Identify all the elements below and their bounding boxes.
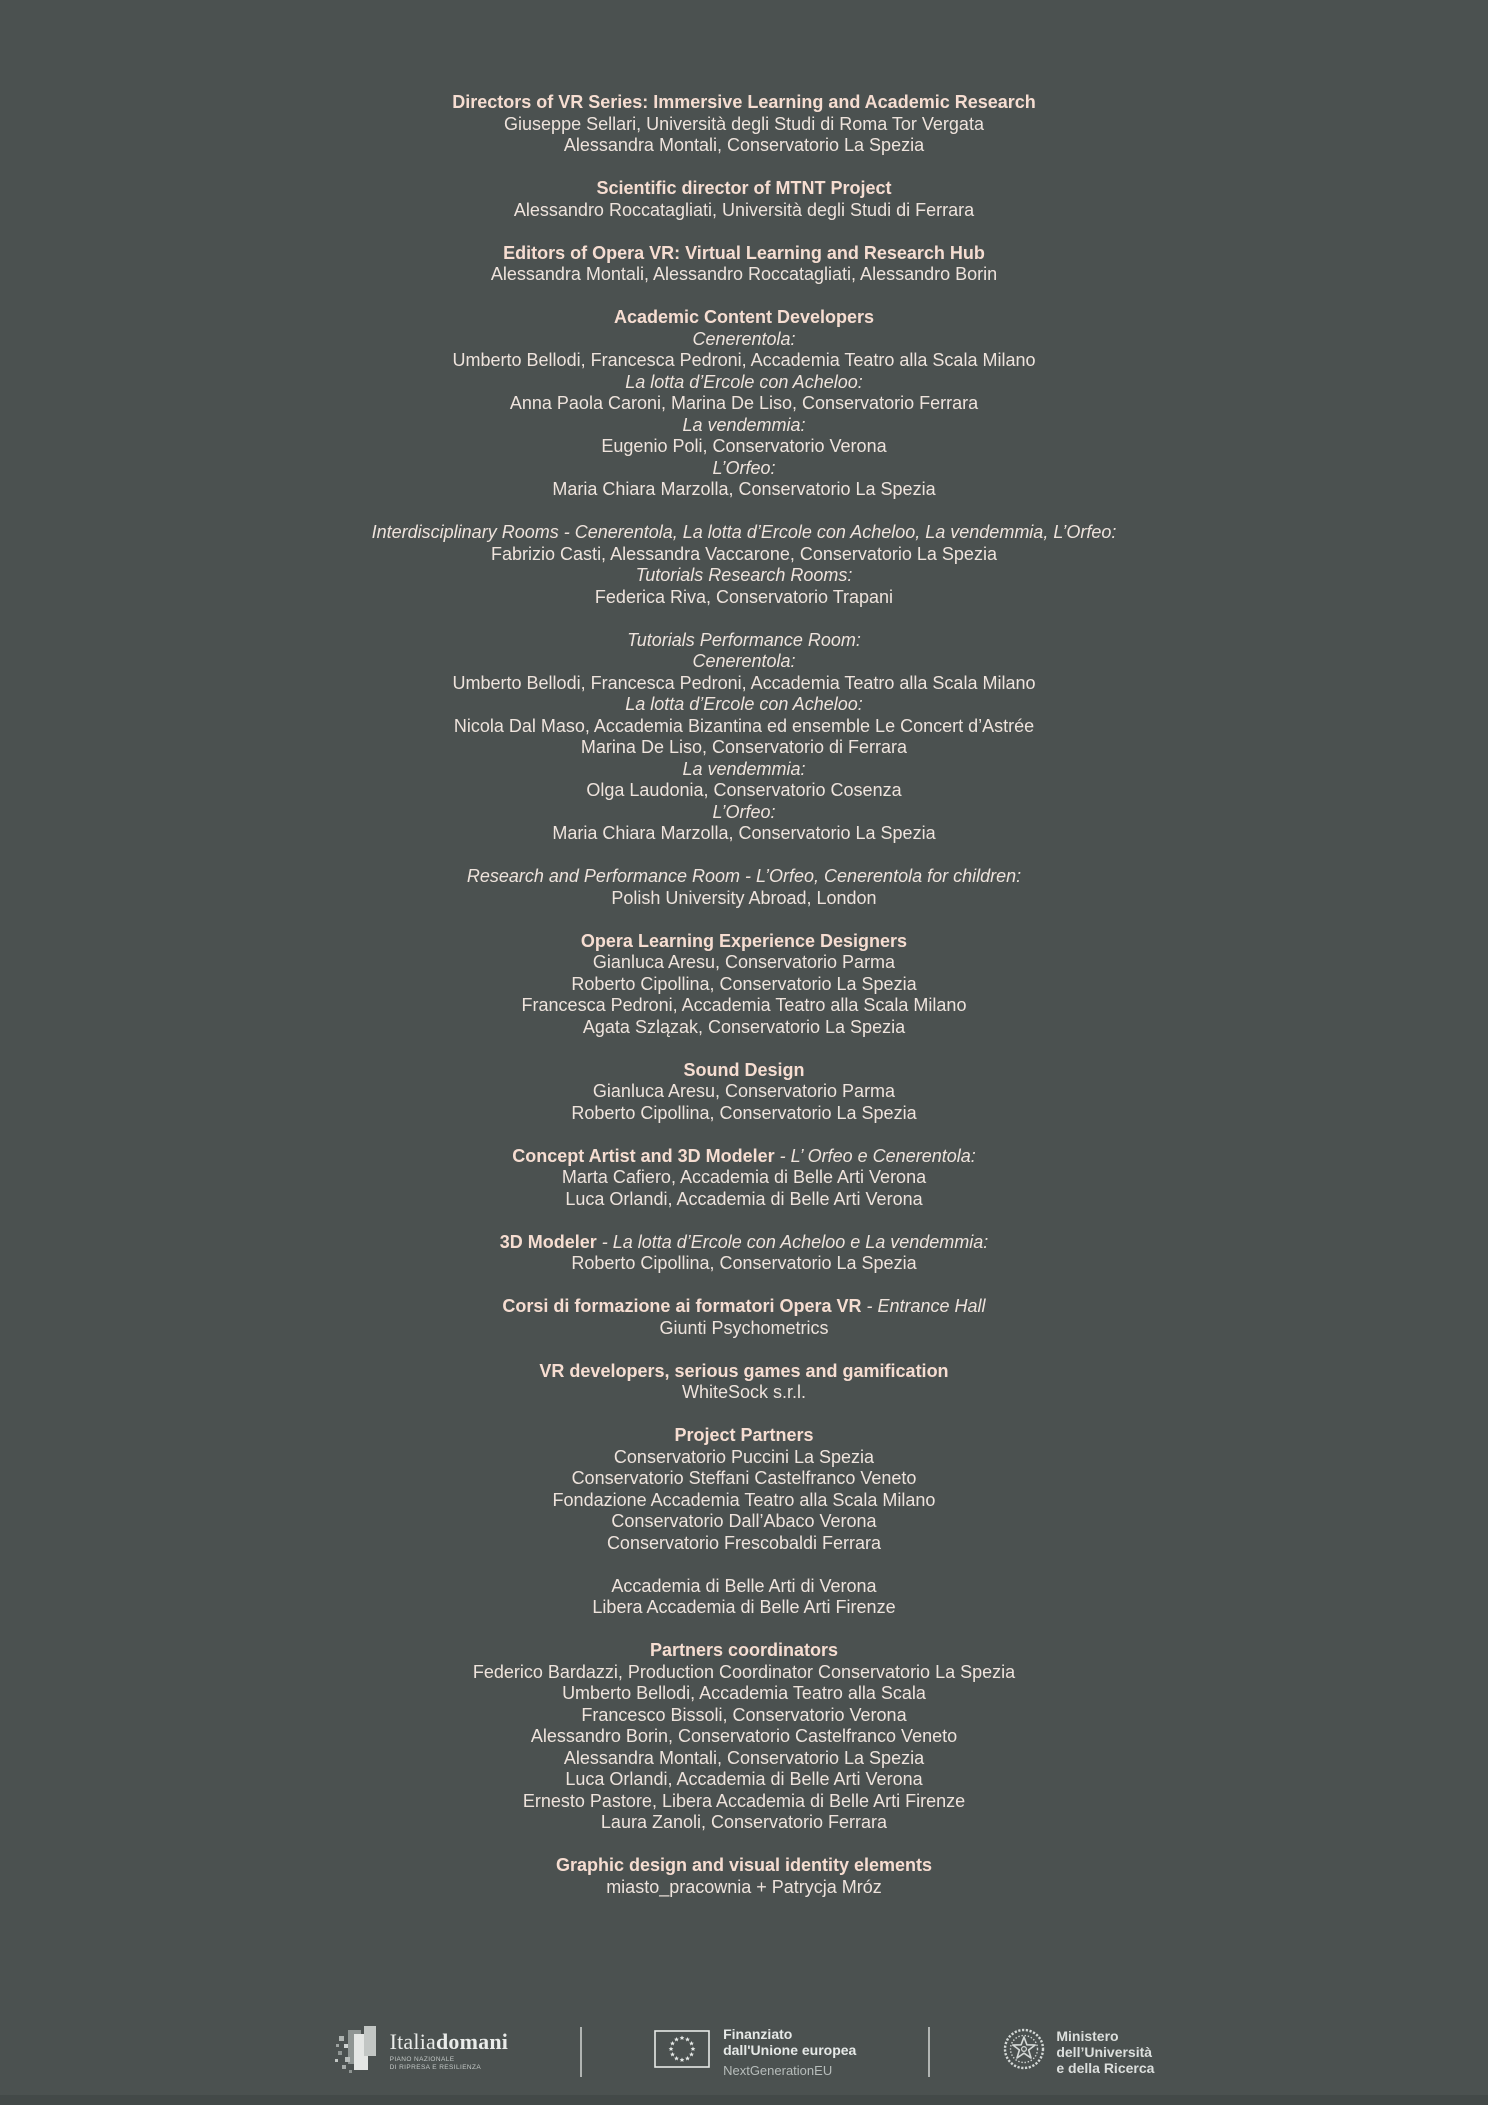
credit-line: [0, 479, 1488, 501]
eu-funding-logo: [654, 2026, 856, 2078]
ministry-logo: [1002, 2027, 1154, 2076]
credit-line: [0, 1318, 1488, 1340]
credit-line: [0, 1769, 1488, 1791]
credit-line: [0, 458, 1488, 480]
italiadomani-door-icon: [334, 2024, 380, 2079]
ministry-emblem-icon: [1002, 2027, 1046, 2076]
credit-text-regular: Conservatorio Dall’Abaco Verona: [611, 1511, 877, 1531]
credit-line: [0, 200, 1488, 222]
italiadomani-logo: [334, 2024, 509, 2079]
ministry-line2: dell’Università: [1056, 2043, 1153, 2060]
credit-line: [0, 1382, 1488, 1404]
credit-text-regular: Fondazione Accademia Teatro alla Scala Milano: [552, 1489, 936, 1510]
credit-line: [0, 1490, 1488, 1512]
credit-text-italic: Cenerentola:: [692, 651, 796, 671]
footer-logos-row: [0, 2024, 1488, 2079]
eu-funding-line3: NextGenerationEU: [723, 2062, 833, 2078]
credit-line: [0, 243, 1488, 265]
credit-line: [0, 1662, 1488, 1684]
credit-line: [0, 737, 1488, 759]
credit-text-regular: Francesco Bissoli, Conservatorio Verona: [581, 1704, 907, 1725]
credit-text-italic: Interdisciplinary Rooms - Cenerentola, La lotta d’Ercole con Acheloo, La vendemmia, L’Orfeo:: [371, 522, 1117, 542]
credit-text-bold: Opera Learning Experience Designers: [580, 930, 908, 951]
credit-line: [0, 92, 1488, 114]
eu-flag-icon: [654, 2030, 710, 2073]
credit-line: [0, 1103, 1488, 1125]
credit-text-regular: Roberto Cipollina, Conservatorio La Spezia: [571, 1102, 917, 1123]
credit-text-regular: Roberto Cipollina, Conservatorio La Spezia: [571, 973, 917, 994]
credit-line: [0, 587, 1488, 609]
credit-text-regular: Conservatorio Steffani Castelfranco Veneto: [571, 1468, 917, 1488]
credit-text-italic: Cenerentola:: [692, 328, 796, 349]
credit-text-bold: Directors of VR Series: Immersive Learning and Academic Research: [452, 92, 1036, 112]
credit-line: [0, 415, 1488, 437]
credit-text-italic: La lotta d’Ercole con Acheloo:: [625, 694, 863, 714]
credit-text-italic: La lotta d’Ercole con Acheloo:: [625, 371, 863, 392]
italiadomani-wordmark: [390, 2031, 509, 2072]
credit-text-regular: Umberto Bellodi, Francesca Pedroni, Accademia Teatro alla Scala Milano: [452, 672, 1036, 693]
credit-text-regular: Alessandro Borin, Conservatorio Castelfranco Veneto: [530, 1726, 958, 1746]
italiadomani-name-bold: domani: [435, 2029, 509, 2054]
credit-line: [0, 1361, 1488, 1383]
footer: [0, 1985, 1488, 2105]
credit-line: [0, 1705, 1488, 1727]
footer-bottom-bar: [0, 2095, 1488, 2105]
italiadomani-subtitle-line2: DI RIPRESA E RESILIENZA: [389, 2064, 482, 2071]
credit-text-italic: - L’ Orfeo e Cenerentola:: [774, 1145, 976, 1166]
credits-section: [0, 1855, 1488, 1898]
credit-line: [0, 630, 1488, 652]
credit-line: [0, 1576, 1488, 1598]
credits-section: [0, 630, 1488, 845]
credits-section: [0, 1425, 1488, 1554]
credit-line: [0, 759, 1488, 781]
credit-line: [0, 931, 1488, 953]
footer-divider: [928, 2027, 930, 2077]
credit-line: [0, 1855, 1488, 1877]
credit-line: [0, 1253, 1488, 1275]
credits-section: [0, 866, 1488, 909]
credits-section: [0, 1576, 1488, 1619]
credit-text-regular: miasto_pracownia + Patrycja Mróz: [606, 1876, 882, 1897]
credit-line: [0, 1726, 1488, 1748]
credits-section: [0, 1232, 1488, 1275]
ministry-text: [1056, 2028, 1154, 2076]
credit-text-regular: Francesca Pedroni, Accademia Teatro alla Scala Milano: [521, 995, 967, 1015]
credit-text-regular: Alessandra Montali, Conservatorio La Spezia: [563, 1747, 925, 1768]
credit-text-italic: L’Orfeo:: [712, 457, 776, 478]
credit-text-italic: Tutorials Performance Room:: [627, 629, 861, 650]
credit-text-regular: Accademia di Belle Arti di Verona: [611, 1575, 877, 1596]
credit-text-regular: Ernesto Pastore, Libera Accademia di Belle Arti Firenze: [522, 1790, 966, 1811]
credit-text-regular: Alessandra Montali, Alessandro Roccatagliati, Alessandro Borin: [490, 264, 998, 284]
credit-text-regular: Luca Orlandi, Accademia di Belle Arti Verona: [565, 1769, 923, 1789]
credit-line: [0, 178, 1488, 200]
credit-line: [0, 1597, 1488, 1619]
credit-line: [0, 307, 1488, 329]
credit-line: [0, 436, 1488, 458]
credit-text-regular: Olga Laudonia, Conservatorio Cosenza: [586, 780, 902, 800]
credit-text-regular: Fabrizio Casti, Alessandra Vaccarone, Conservatorio La Spezia: [491, 543, 997, 564]
italiadomani-subtitle: [390, 2056, 509, 2072]
credit-text-bold: Graphic design and visual identity elements: [555, 1855, 933, 1875]
credit-line: [0, 372, 1488, 394]
credit-line: [0, 1877, 1488, 1899]
credit-text-regular: Gianluca Aresu, Conservatorio Parma: [592, 952, 896, 972]
credit-line: [0, 1791, 1488, 1813]
credit-line: [0, 1533, 1488, 1555]
credits-section: [0, 307, 1488, 501]
credits-section: [0, 92, 1488, 157]
credit-text-regular: Roberto Cipollina, Conservatorio La Spezia: [571, 1253, 917, 1273]
credit-line: [0, 1468, 1488, 1490]
credit-text-regular: Marta Cafiero, Accademia di Belle Arti Verona: [561, 1167, 927, 1187]
credit-line: [0, 694, 1488, 716]
credit-line: [0, 651, 1488, 673]
credit-text-regular: Polish University Abroad, London: [611, 887, 877, 908]
credit-line: [0, 1447, 1488, 1469]
ministry-line1: Ministero: [1056, 2027, 1119, 2044]
credit-text-italic: Tutorials Research Rooms:: [635, 565, 853, 585]
credit-text-regular: Conservatorio Frescobaldi Ferrara: [606, 1532, 882, 1553]
credit-line: [0, 544, 1488, 566]
credit-text-italic: Research and Performance Room - L’Orfeo, Cenerentola for children:: [466, 866, 1022, 886]
credit-line: [0, 1232, 1488, 1254]
credits-section: [0, 1640, 1488, 1834]
credit-text-bold: 3D Modeler: [499, 1231, 597, 1252]
credit-text-regular: Anna Paola Caroni, Marina De Liso, Conservatorio Ferrara: [509, 393, 979, 413]
credit-text-regular: Nicola Dal Maso, Accademia Bizantina ed ensemble Le Concert d’Astrée: [453, 715, 1035, 736]
credit-text-bold: Project Partners: [674, 1425, 814, 1445]
credit-text-italic: - Entrance Hall: [861, 1296, 986, 1316]
credit-line: [0, 114, 1488, 136]
credits-section: [0, 522, 1488, 608]
credit-text-bold: VR developers, serious games and gamification: [539, 1360, 949, 1381]
credit-text-regular: Laura Zanoli, Conservatorio Ferrara: [600, 1812, 888, 1832]
credit-line: [0, 1081, 1488, 1103]
credit-line: [0, 952, 1488, 974]
credit-text-regular: Giuseppe Sellari, Università degli Studi di Roma Tor Vergata: [504, 113, 984, 134]
credit-line: [0, 888, 1488, 910]
credit-text-regular: Conservatorio Puccini La Spezia: [613, 1446, 875, 1467]
credit-line: [0, 802, 1488, 824]
credit-line: [0, 1060, 1488, 1082]
credit-text-regular: Giunti Psychometrics: [659, 1317, 829, 1338]
italiadomani-subtitle-line1: PIANO NAZIONALE: [389, 2056, 455, 2063]
credits-section: [0, 1060, 1488, 1125]
credit-line: [0, 522, 1488, 544]
credit-text-bold: Academic Content Developers: [613, 307, 875, 327]
credit-text-regular: Maria Chiara Marzolla, Conservatorio La Spezia: [552, 823, 936, 843]
credit-line: [0, 1425, 1488, 1447]
credits-section: [0, 243, 1488, 286]
credit-text-regular: Umberto Bellodi, Accademia Teatro alla Scala: [562, 1683, 926, 1703]
credits-section: [0, 1146, 1488, 1211]
credit-line: [0, 995, 1488, 1017]
eu-funding-text: [723, 2026, 856, 2078]
credit-line: [0, 823, 1488, 845]
credit-text-bold: Editors of Opera VR: Virtual Learning and Research Hub: [503, 242, 985, 263]
credit-text-italic: La vendemmia:: [682, 414, 806, 435]
credit-text-italic: - La lotta d’Ercole con Acheloo e La vendemmia:: [596, 1231, 989, 1252]
credit-line: [0, 1683, 1488, 1705]
credit-text-regular: Maria Chiara Marzolla, Conservatorio La Spezia: [552, 479, 936, 499]
credit-text-regular: Gianluca Aresu, Conservatorio Parma: [592, 1081, 896, 1101]
credit-line: [0, 866, 1488, 888]
footer-divider: [580, 2027, 582, 2077]
credit-line: [0, 1511, 1488, 1533]
credit-line: [0, 1167, 1488, 1189]
credit-text-regular: Marina De Liso, Conservatorio di Ferrara: [580, 737, 908, 757]
credit-line: [0, 264, 1488, 286]
credit-line: [0, 1640, 1488, 1662]
credits-section: [0, 1296, 1488, 1339]
credit-line: [0, 780, 1488, 802]
credit-line: [0, 1296, 1488, 1318]
credit-text-regular: Eugenio Poli, Conservatorio Verona: [601, 436, 887, 456]
credit-text-regular: Federico Bardazzi, Production Coordinator Conservatorio La Spezia: [472, 1661, 1016, 1682]
credit-line: [0, 393, 1488, 415]
italiadomani-name-regular: Italia: [389, 2029, 436, 2054]
credit-line: [0, 1748, 1488, 1770]
credit-line: [0, 329, 1488, 351]
credits-section: [0, 1361, 1488, 1404]
credit-line: [0, 1812, 1488, 1834]
credit-line: [0, 716, 1488, 738]
credit-line: [0, 1017, 1488, 1039]
credit-text-regular: Agata Szlązak, Conservatorio La Spezia: [582, 1016, 906, 1037]
credit-line: [0, 1146, 1488, 1168]
credit-text-regular: Alessandra Montali, Conservatorio La Spezia: [563, 135, 925, 155]
ministry-line3: e della Ricerca: [1056, 2059, 1155, 2076]
credit-line: [0, 673, 1488, 695]
credit-line: [0, 350, 1488, 372]
credit-line: [0, 974, 1488, 996]
credit-text-bold: Corsi di formazione ai formatori Opera VR: [502, 1296, 862, 1316]
eu-funding-line1: Finanziato: [723, 2025, 793, 2042]
eu-funding-line2: dall'Unione europea: [723, 2042, 857, 2058]
credits-section: [0, 931, 1488, 1039]
credit-line: [0, 565, 1488, 587]
credit-line: [0, 1189, 1488, 1211]
credit-text-bold: Scientific director of MTNT Project: [596, 178, 892, 198]
credit-text-bold: Partners coordinators: [649, 1640, 839, 1660]
credit-text-regular: Luca Orlandi, Accademia di Belle Arti Verona: [565, 1188, 923, 1209]
italiadomani-name: [390, 2031, 509, 2053]
credit-text-regular: Umberto Bellodi, Francesca Pedroni, Accademia Teatro alla Scala Milano: [452, 350, 1036, 370]
credits-section: [0, 178, 1488, 221]
credit-text-italic: La vendemmia:: [682, 758, 806, 779]
credit-text-bold: Sound Design: [683, 1059, 805, 1080]
credit-text-bold: Concept Artist and 3D Modeler: [512, 1145, 775, 1166]
credit-text-regular: Libera Accademia di Belle Arti Firenze: [592, 1597, 896, 1617]
credit-text-regular: Alessandro Roccatagliati, Università degli Studi di Ferrara: [513, 199, 975, 220]
credit-text-regular: WhiteSock s.r.l.: [681, 1382, 807, 1402]
credit-text-regular: Federica Riva, Conservatorio Trapani: [594, 586, 894, 607]
credit-text-italic: L’Orfeo:: [712, 801, 776, 822]
credit-line: [0, 135, 1488, 157]
